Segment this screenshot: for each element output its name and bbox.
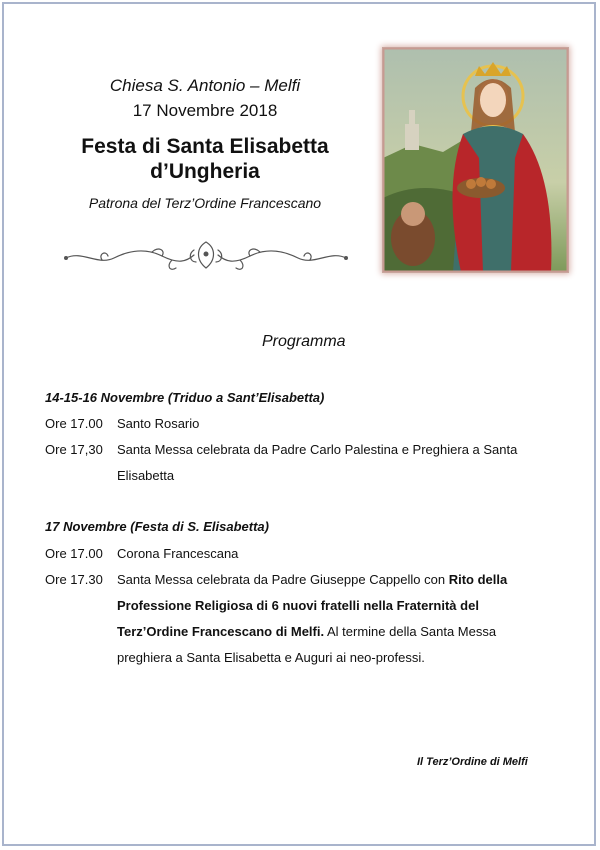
schedule-time: Ore 17.00 <box>45 416 103 431</box>
schedule-description-line: Santa Messa celebrata da Padre Carlo Palestina e Preghiera a Santa <box>117 442 518 457</box>
schedule-description <box>117 567 557 671</box>
schedule-description-bold: Terz’Ordine Francescano di Melfi. <box>117 624 325 639</box>
event-title-line2: d’Ungheria <box>150 160 260 183</box>
scroll-flourish-divider-icon <box>62 238 350 274</box>
event-title <box>40 134 370 184</box>
event-title-line1: Festa di Santa Elisabetta <box>81 135 329 158</box>
feast-heading: 17 Novembre (Festa di S. Elisabetta) <box>45 519 269 534</box>
schedule-description-bold: Professione Religiosa di 6 nuovi fratelli nella Fraternità del <box>117 598 479 613</box>
schedule-description <box>117 437 557 489</box>
event-date: 17 Novembre 2018 <box>132 101 278 120</box>
schedule-description-line: preghiera a Santa Elisabetta e Auguri ai neo-professi. <box>117 650 425 665</box>
schedule-description-line: Santa Messa celebrata da Padre Giuseppe Cappello con <box>117 572 449 587</box>
schedule-description-line: Al termine della Santa Messa <box>324 624 497 639</box>
schedule-description: Corona Francescana <box>117 546 239 561</box>
schedule-row <box>45 541 565 567</box>
triduo-heading: 14-15-16 Novembre (Triduo a Sant’Elisabetta) <box>45 390 325 405</box>
saint-elizabeth-portrait <box>383 48 568 272</box>
program-heading: Programma <box>262 333 346 350</box>
signature: Il Terz’Ordine di Melfi <box>417 756 528 768</box>
schedule-row <box>45 437 565 489</box>
schedule-description: Santo Rosario <box>117 416 200 431</box>
church-name: Chiesa S. Antonio – Melfi <box>109 76 301 95</box>
schedule-description-line: Elisabetta <box>117 468 175 483</box>
schedule-time: Ore 17.30 <box>45 572 103 587</box>
schedule-description-bold: Rito della <box>448 572 508 587</box>
event-header <box>40 74 370 213</box>
schedule-row <box>45 567 565 671</box>
event-subtitle: Patrona del Terz’Ordine Francescano <box>88 195 322 211</box>
schedule-time: Ore 17.00 <box>45 546 103 561</box>
schedule-time: Ore 17,30 <box>45 442 103 457</box>
schedule-row <box>45 411 565 437</box>
